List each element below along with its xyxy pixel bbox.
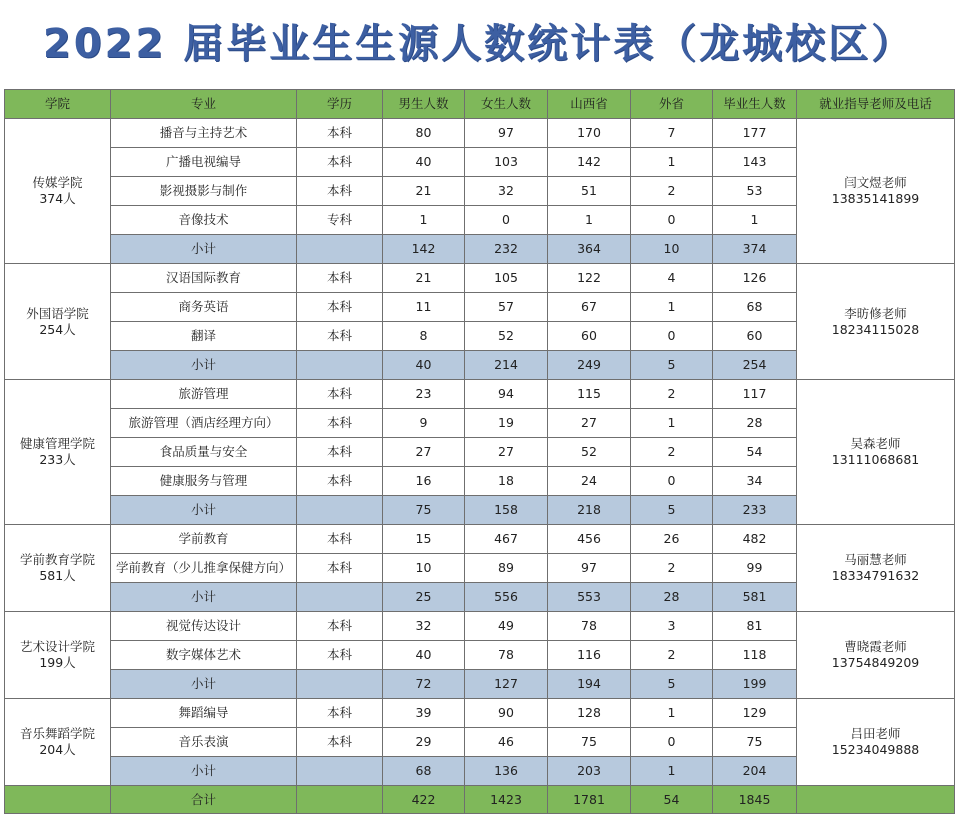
degree-cell: 本科 (297, 264, 383, 293)
male-cell: 23 (383, 380, 465, 409)
subtotal-other: 28 (631, 583, 713, 612)
degree-cell: 本科 (297, 119, 383, 148)
college-count: 374人 (39, 191, 76, 206)
female-cell: 57 (465, 293, 548, 322)
subtotal-other: 10 (631, 235, 713, 264)
header-major: 专业 (111, 90, 297, 119)
female-cell: 94 (465, 380, 548, 409)
contact-phone: 18334791632 (831, 568, 920, 583)
other-cell: 2 (631, 380, 713, 409)
subtotal-other: 5 (631, 496, 713, 525)
total-cell: 143 (713, 148, 797, 177)
graduate-statistics-table (4, 89, 955, 814)
contact-name: 闫文煜老师 (844, 175, 907, 190)
subtotal-shanxi: 203 (548, 757, 631, 786)
female-cell: 49 (465, 612, 548, 641)
shanxi-cell: 128 (548, 699, 631, 728)
table-row (5, 380, 955, 409)
total-cell: 54 (713, 438, 797, 467)
degree-cell: 本科 (297, 322, 383, 351)
total-cell: 482 (713, 525, 797, 554)
subtotal-label: 小计 (111, 351, 297, 380)
contact-cell (797, 612, 955, 699)
major-cell: 数字媒体艺术 (111, 641, 297, 670)
degree-cell: 本科 (297, 612, 383, 641)
male-cell: 80 (383, 119, 465, 148)
subtotal-male: 142 (383, 235, 465, 264)
major-cell: 翻译 (111, 322, 297, 351)
male-cell: 32 (383, 612, 465, 641)
major-cell: 广播电视编导 (111, 148, 297, 177)
male-cell: 9 (383, 409, 465, 438)
major-cell: 旅游管理（酒店经理方向） (111, 409, 297, 438)
other-cell: 3 (631, 612, 713, 641)
shanxi-cell: 456 (548, 525, 631, 554)
subtotal-other: 5 (631, 670, 713, 699)
table-row (5, 699, 955, 728)
other-cell: 2 (631, 554, 713, 583)
female-cell: 19 (465, 409, 548, 438)
male-cell: 15 (383, 525, 465, 554)
subtotal-shanxi: 194 (548, 670, 631, 699)
subtotal-label: 小计 (111, 235, 297, 264)
shanxi-cell: 170 (548, 119, 631, 148)
grand-total-degree-empty (297, 786, 383, 814)
shanxi-cell: 1 (548, 206, 631, 235)
male-cell: 10 (383, 554, 465, 583)
major-cell: 旅游管理 (111, 380, 297, 409)
college-cell (5, 525, 111, 612)
header-other-province: 外省 (631, 90, 713, 119)
major-cell: 商务英语 (111, 293, 297, 322)
male-cell: 27 (383, 438, 465, 467)
female-cell: 105 (465, 264, 548, 293)
male-cell: 8 (383, 322, 465, 351)
female-cell: 78 (465, 641, 548, 670)
college-cell (5, 264, 111, 380)
subtotal-degree-empty (297, 583, 383, 612)
college-cell (5, 699, 111, 786)
female-cell: 103 (465, 148, 548, 177)
major-cell: 汉语国际教育 (111, 264, 297, 293)
shanxi-cell: 115 (548, 380, 631, 409)
total-cell: 117 (713, 380, 797, 409)
degree-cell: 本科 (297, 554, 383, 583)
subtotal-male: 25 (383, 583, 465, 612)
subtotal-shanxi: 553 (548, 583, 631, 612)
other-cell: 0 (631, 728, 713, 757)
major-cell: 学前教育（少儿推拿保健方向） (111, 554, 297, 583)
major-cell: 健康服务与管理 (111, 467, 297, 496)
total-cell: 53 (713, 177, 797, 206)
other-cell: 2 (631, 177, 713, 206)
contact-cell (797, 525, 955, 612)
female-cell: 89 (465, 554, 548, 583)
college-name: 外国语学院 (26, 305, 89, 321)
grand-total-female: 1423 (465, 786, 548, 814)
contact-phone: 13835141899 (831, 191, 920, 206)
college-name: 音乐舞蹈学院 (19, 726, 95, 741)
other-cell: 7 (631, 119, 713, 148)
other-cell: 2 (631, 641, 713, 670)
subtotal-female: 158 (465, 496, 548, 525)
major-cell: 音乐表演 (111, 728, 297, 757)
college-count: 204人 (39, 742, 76, 757)
male-cell: 39 (383, 699, 465, 728)
other-cell: 2 (631, 438, 713, 467)
grand-total-contact-empty (797, 786, 955, 814)
subtotal-label: 小计 (111, 670, 297, 699)
header-total: 毕业生人数 (713, 90, 797, 119)
subtotal-total: 204 (713, 757, 797, 786)
male-cell: 29 (383, 728, 465, 757)
degree-cell: 本科 (297, 438, 383, 467)
major-cell: 播音与主持艺术 (111, 119, 297, 148)
table-row (5, 525, 955, 554)
header-degree: 学历 (297, 90, 383, 119)
contact-phone: 13111068681 (831, 452, 920, 467)
other-cell: 1 (631, 148, 713, 177)
subtotal-total: 233 (713, 496, 797, 525)
male-cell: 16 (383, 467, 465, 496)
degree-cell: 本科 (297, 380, 383, 409)
female-cell: 467 (465, 525, 548, 554)
total-cell: 1 (713, 206, 797, 235)
total-cell: 118 (713, 641, 797, 670)
subtotal-label: 小计 (111, 757, 297, 786)
college-count: 581人 (39, 568, 76, 583)
total-cell: 129 (713, 699, 797, 728)
college-name: 学前教育学院 (19, 552, 95, 567)
degree-cell: 本科 (297, 525, 383, 554)
shanxi-cell: 97 (548, 554, 631, 583)
shanxi-cell: 51 (548, 177, 631, 206)
male-cell: 11 (383, 293, 465, 322)
shanxi-cell: 27 (548, 409, 631, 438)
subtotal-label: 小计 (111, 583, 297, 612)
page-title: 2022 届毕业生生源人数统计表（龙城校区） (42, 21, 915, 67)
contact-phone: 18234115028 (831, 321, 920, 337)
subtotal-label: 小计 (111, 496, 297, 525)
shanxi-cell: 60 (548, 322, 631, 351)
female-cell: 52 (465, 322, 548, 351)
major-cell: 影视摄影与制作 (111, 177, 297, 206)
shanxi-cell: 75 (548, 728, 631, 757)
subtotal-female: 214 (465, 351, 548, 380)
contact-cell (797, 380, 955, 525)
college-name: 传媒学院 (32, 175, 83, 190)
subtotal-female: 556 (465, 583, 548, 612)
degree-cell: 专科 (297, 206, 383, 235)
other-cell: 0 (631, 467, 713, 496)
table-body (5, 119, 955, 814)
college-count: 233人 (39, 452, 76, 467)
male-cell: 1 (383, 206, 465, 235)
grand-total-college-empty (5, 786, 111, 814)
shanxi-cell: 122 (548, 264, 631, 293)
contact-name: 吕田老师 (850, 726, 901, 741)
contact-cell (797, 264, 955, 380)
grand-total-total: 1845 (713, 786, 797, 814)
shanxi-cell: 116 (548, 641, 631, 670)
major-cell: 学前教育 (111, 525, 297, 554)
subtotal-other: 1 (631, 757, 713, 786)
major-cell: 舞蹈编导 (111, 699, 297, 728)
subtotal-degree-empty (297, 496, 383, 525)
subtotal-degree-empty (297, 670, 383, 699)
male-cell: 40 (383, 148, 465, 177)
contact-phone: 15234049888 (831, 742, 920, 757)
total-cell: 81 (713, 612, 797, 641)
subtotal-total: 254 (713, 351, 797, 380)
subtotal-other: 5 (631, 351, 713, 380)
male-cell: 21 (383, 177, 465, 206)
female-cell: 27 (465, 438, 548, 467)
grand-total-label: 合计 (111, 786, 297, 814)
subtotal-shanxi: 218 (548, 496, 631, 525)
grand-total-male: 422 (383, 786, 465, 814)
header-shanxi: 山西省 (548, 90, 631, 119)
other-cell: 0 (631, 206, 713, 235)
table-row (5, 264, 955, 293)
contact-name: 吴森老师 (850, 436, 901, 451)
college-name: 健康管理学院 (19, 436, 95, 451)
other-cell: 4 (631, 264, 713, 293)
degree-cell: 本科 (297, 641, 383, 670)
other-cell: 1 (631, 293, 713, 322)
total-cell: 126 (713, 264, 797, 293)
degree-cell: 本科 (297, 728, 383, 757)
male-cell: 40 (383, 641, 465, 670)
subtotal-male: 72 (383, 670, 465, 699)
contact-name: 李昉修老师 (844, 305, 907, 321)
subtotal-total: 374 (713, 235, 797, 264)
subtotal-degree-empty (297, 757, 383, 786)
college-name: 艺术设计学院 (19, 639, 95, 654)
degree-cell: 本科 (297, 148, 383, 177)
degree-cell: 本科 (297, 177, 383, 206)
female-cell: 32 (465, 177, 548, 206)
college-cell (5, 119, 111, 264)
contact-cell (797, 119, 955, 264)
male-cell: 21 (383, 264, 465, 293)
college-cell (5, 612, 111, 699)
subtotal-male: 75 (383, 496, 465, 525)
major-cell: 食品质量与安全 (111, 438, 297, 467)
other-cell: 26 (631, 525, 713, 554)
subtotal-total: 199 (713, 670, 797, 699)
subtotal-shanxi: 364 (548, 235, 631, 264)
header-male: 男生人数 (383, 90, 465, 119)
subtotal-female: 232 (465, 235, 548, 264)
total-cell: 99 (713, 554, 797, 583)
other-cell: 0 (631, 322, 713, 351)
female-cell: 18 (465, 467, 548, 496)
degree-cell: 本科 (297, 409, 383, 438)
total-cell: 28 (713, 409, 797, 438)
other-cell: 1 (631, 699, 713, 728)
total-cell: 34 (713, 467, 797, 496)
contact-name: 曹晓霞老师 (844, 639, 907, 654)
shanxi-cell: 142 (548, 148, 631, 177)
table-row (5, 119, 955, 148)
grand-total-row (5, 786, 955, 814)
header-college: 学院 (5, 90, 111, 119)
total-cell: 75 (713, 728, 797, 757)
contact-cell (797, 699, 955, 786)
subtotal-total: 581 (713, 583, 797, 612)
header-contact: 就业指导老师及电话 (797, 90, 955, 119)
subtotal-male: 68 (383, 757, 465, 786)
header-row (5, 90, 955, 119)
college-count: 254人 (39, 321, 76, 337)
female-cell: 90 (465, 699, 548, 728)
total-cell: 60 (713, 322, 797, 351)
female-cell: 97 (465, 119, 548, 148)
subtotal-degree-empty (297, 351, 383, 380)
subtotal-degree-empty (297, 235, 383, 264)
degree-cell: 本科 (297, 293, 383, 322)
other-cell: 1 (631, 409, 713, 438)
major-cell: 音像技术 (111, 206, 297, 235)
table-row (5, 612, 955, 641)
degree-cell: 本科 (297, 699, 383, 728)
college-cell (5, 380, 111, 525)
female-cell: 46 (465, 728, 548, 757)
total-cell: 68 (713, 293, 797, 322)
grand-total-other: 54 (631, 786, 713, 814)
major-cell: 视觉传达设计 (111, 612, 297, 641)
contact-phone: 13754849209 (831, 655, 920, 670)
shanxi-cell: 52 (548, 438, 631, 467)
shanxi-cell: 67 (548, 293, 631, 322)
subtotal-shanxi: 249 (548, 351, 631, 380)
grand-total-shanxi: 1781 (548, 786, 631, 814)
shanxi-cell: 78 (548, 612, 631, 641)
subtotal-male: 40 (383, 351, 465, 380)
shanxi-cell: 24 (548, 467, 631, 496)
total-cell: 177 (713, 119, 797, 148)
degree-cell: 本科 (297, 467, 383, 496)
female-cell: 0 (465, 206, 548, 235)
college-count: 199人 (39, 655, 76, 670)
header-female: 女生人数 (465, 90, 548, 119)
contact-name: 马丽慧老师 (844, 552, 907, 567)
subtotal-female: 136 (465, 757, 548, 786)
subtotal-female: 127 (465, 670, 548, 699)
